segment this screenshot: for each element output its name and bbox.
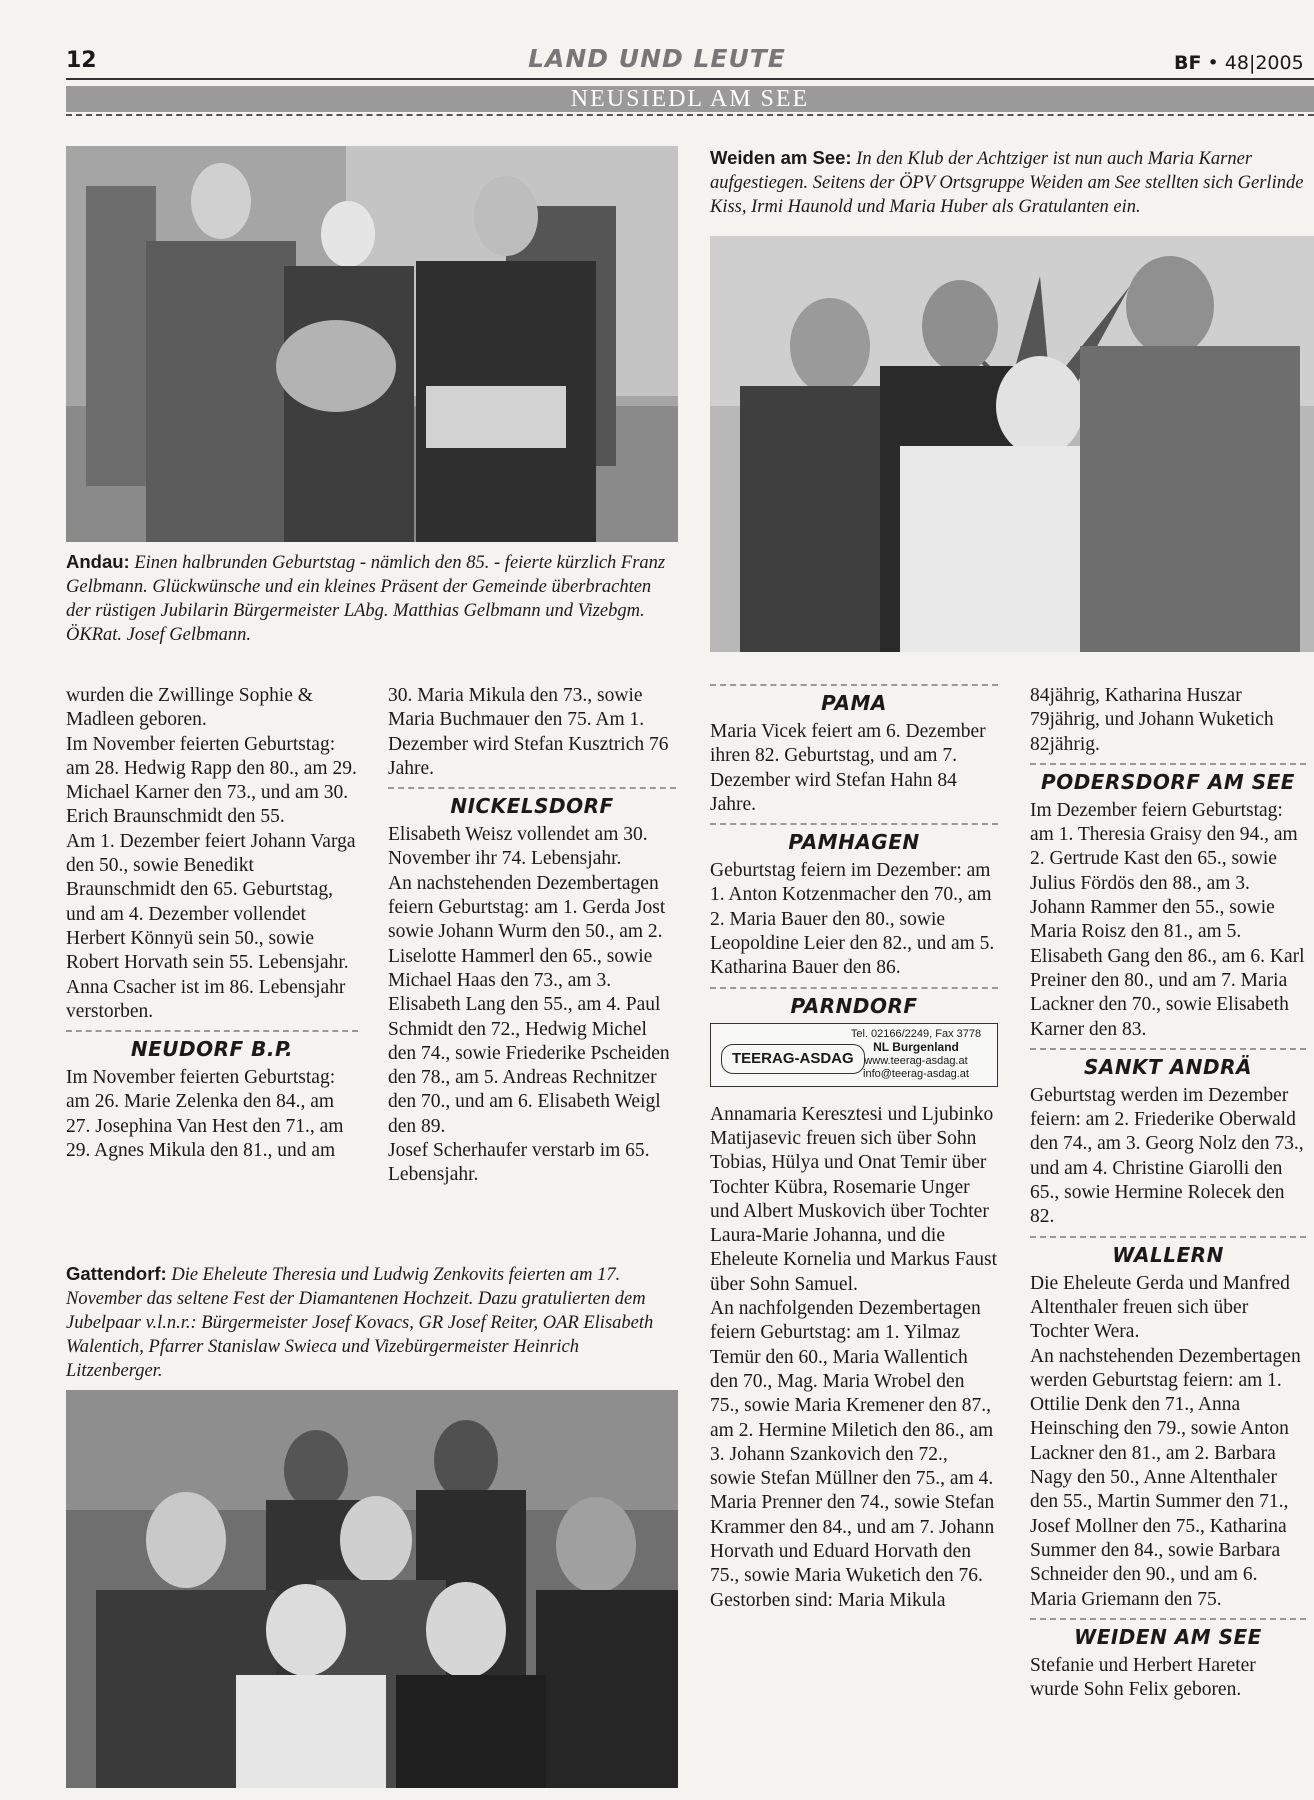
subheading-nickelsdorf: NICKELSDORF: [388, 787, 676, 819]
subheading-pamhagen: PAMHAGEN: [710, 823, 998, 855]
paragraph: Die Eheleute Gerda und Manfred Altenthaler freuen sich über Tochter Wera.: [1030, 1272, 1290, 1343]
header-dashes: [66, 114, 1314, 116]
caption-text: In den Klub der Achtziger ist nun auch Maria Karner aufgestiegen. Seitens der ÖPV Ortsgruppe Weiden am See stellten sich Gerlinde Kiss, Irmi Haunold und Maria Huber als Gratulanten ein.: [710, 149, 1304, 217]
ad-branch: NL Burgenland: [873, 1039, 959, 1054]
weiden-caption: [710, 146, 1308, 219]
subheading-sankt-andrae: SANKT ANDRÄ: [1030, 1048, 1306, 1080]
column-4: [1030, 684, 1306, 1702]
paragraph: 84jährig, Katharina Huszar 79jährig, und Johann Wuketich 82jährig.: [1030, 685, 1274, 755]
subheading-podersdorf: PODERSDORF AM SEE: [1030, 763, 1306, 795]
weiden-photo: [710, 236, 1314, 652]
paragraph: Maria Vicek feiert am 6. Dezember ihren 82. Geburtstag, und am 7. Dezember wird Stefan Hahn 84 Jahre.: [710, 721, 986, 815]
caption-text: Die Eheleute Theresia und Ludwig Zenkovits feierten am 17. November das seltene Fest der Diamantenen Hochzeit. Dazu gratulierten dem Jubelpaar v.l.n.r.: Bürgermeister Josef Kovacs, GR Josef Reiter, OAR Elisabeth Walentich, Pfarrer Stanislaw Swieca und Vizebürgermeister Heinrich Litzenberger.: [66, 1265, 654, 1381]
gattendorf-caption: [66, 1262, 678, 1383]
ad-logo: TEERAG-ASDAG: [721, 1044, 865, 1074]
issue-info: BF • 48|2005: [1174, 52, 1304, 74]
subheading-weiden-am-see: WEIDEN AM SEE: [1030, 1618, 1306, 1650]
subheading-pama: PAMA: [710, 684, 998, 716]
subheading-parndorf: PARNDORF: [710, 987, 998, 1019]
paragraph: Im Dezember feiern Geburtstag: am 1. Theresia Graisy den 94., am 2. Gertrude Kast den 65., sowie Julius Fördös den 88., am 3. Johann Rammer den 55., sowie Maria Roisz den 81., am 5. Elisabeth Gang den 86., am 6. Karl Preiner den 80., und am 7. Maria Lackner den 70., sowie Elisabeth Karner den 83.: [1030, 799, 1305, 1040]
subheading-wallern: WALLERN: [1030, 1236, 1306, 1268]
ad-email: info@teerag-asdag.at: [863, 1067, 969, 1080]
teerag-asdag-ad: [710, 1023, 998, 1087]
ad-contact: [841, 1028, 991, 1081]
caption-place: Andau:: [66, 551, 130, 572]
paragraph: wurden die Zwillinge Sophie & Madleen geboren.: [66, 685, 313, 731]
paragraph: Geburtstag werden im Dezember feiern: am 2. Friederike Oberwald den 74., am 3. Georg Nolz den 73., und am 4. Christine Giarolli den 65., sowie Hermine Rolecek den 82.: [1030, 1084, 1304, 1228]
region-banner: NEUSIEDL AM SEE: [66, 86, 1314, 112]
paragraph: Im November feierten Geburtstag: am 26. Marie Zelenka den 84., am 27. Josephina Van Hest den 71., am 29. Agnes Mikula den 81., und am: [66, 1067, 344, 1162]
paragraph: Stefanie und Herbert Hareter wurde Sohn Felix geboren.: [1030, 1654, 1256, 1701]
paragraph: Elisabeth Weisz vollendet am 30. November ihr 74. Lebensjahr.: [388, 824, 648, 870]
paragraph: Annamaria Keresztesi und Ljubinko Matijasevic freuen sich über Sohn Tobias, Hülya und Onat Temir über Tochter Kübra, Rosemarie Unger und Albert Muskovich über Tochter Laura-Marie Johanna, und die Eheleute Kornelia und Markus Faust über Sohn Samuel.: [710, 1103, 998, 1295]
ad-website: www.teerag-asdag.at: [864, 1054, 968, 1067]
paragraph: Gestorben sind: Maria Mikula: [710, 1589, 946, 1611]
page-number: 12: [66, 48, 97, 73]
paragraph: Josef Scherhaufer verstarb im 65. Lebensjahr.: [388, 1140, 650, 1186]
header-rule: [66, 78, 1314, 80]
ad-phone: Tel. 02166/2249, Fax 3778: [850, 1027, 982, 1040]
paragraph: Geburtstag feiern im Dezember: am 1. Anton Kotzenmacher den 70., am 2. Maria Bauer den 80., sowie Leopoldine Leier den 82., und am 5. Katharina Bauer den 86.: [710, 860, 995, 979]
issue-number: 48|2005: [1224, 52, 1304, 74]
subheading-neudorf: NEUDORF B.P.: [66, 1030, 358, 1062]
andau-caption: [66, 550, 678, 647]
caption-place: Gattendorf:: [66, 1263, 167, 1284]
section-title: LAND UND LEUTE: [528, 44, 786, 73]
column-3: [710, 684, 998, 1613]
paragraph: 30. Maria Mikula den 73., sowie Maria Buchmauer den 75. Am 1. Dezember wird Stefan Kusztrich 76 Jahre.: [388, 685, 669, 779]
paragraph: Am 1. Dezember feiert Johann Varga den 50., sowie Benedikt Braunschmidt den 65. Geburtstag, und am 4. Dezember vollendet Herbert Könnyü sein 50., sowie Robert Horvath sein 55. Lebensjahr.: [66, 830, 356, 974]
paragraph: An nachstehenden Dezembertagen werden Geburtstag feiern: am 1. Ottilie Denk den 71., Anna Heinsching den 79., sowie Anton Lackner den 81., am 2. Barbara Nagy den 50., Anne Altenthaler den 55., Martin Summer den 71., Josef Mollner den 75., Katharina Summer den 84., sowie Barbara Schneider den 90., und am 6. Maria Griemann den 75.: [1030, 1345, 1301, 1610]
column-2: [388, 684, 676, 1188]
column-1: [66, 684, 358, 1163]
paragraph: An nachfolgenden Dezembertagen feiern Geburtstag: am 1. Yilmaz Temür den 60., Maria Wallentich den 70., Mag. Maria Wrobel den 75., sowie Maria Kremener den 87., am 2. Hermine Miletich den 86., am 3. Johann Szankovich den 72., sowie Stefan Müllner den 75., am 4. Maria Prenner den 74., sowie Stefan Krammer den 84., und am 7. Johann Horvath und Eduard Horvath den 75., sowie Maria Wuketich den 76.: [710, 1298, 995, 1587]
paragraph: Im November feierten Geburtstag: am 28. Hedwig Rapp den 80., am 29. Michael Karner den 73., und am 30. Erich Braunschmidt den 55.: [66, 733, 357, 828]
paragraph: Anna Csacher ist im 86. Lebensjahr verstorben.: [66, 976, 346, 1022]
caption-place: Weiden am See:: [710, 147, 852, 168]
gattendorf-photo: [66, 1390, 678, 1788]
paragraph: An nachstehenden Dezembertagen feiern Geburtstag: am 1. Gerda Jost sowie Johann Wurm den 50., am 2. Liselotte Hammerl den 65., sowie Michael Haas den 73., am 3. Elisabeth Lang den 55., am 4. Paul Schmidt den 72., Hedwig Michel den 74., sowie Friederike Pscheiden den 78., am 5. Andreas Rechnitzer den 70., und am 6. Elisabeth Weigl den 89.: [388, 872, 670, 1137]
caption-text: Einen halbrunden Geburtstag - nämlich den 85. - feierte kürzlich Franz Gelbmann. Glückwünsche und ein kleines Präsent der Gemeinde überbrachten der rüstigen Jubilarin Bürgermeister LAbg. Matthias Gelbmann und Vizebgm. ÖKRat. Josef Gelbmann.: [66, 553, 666, 645]
publication-name: BF: [1174, 52, 1202, 74]
andau-photo: [66, 146, 678, 542]
